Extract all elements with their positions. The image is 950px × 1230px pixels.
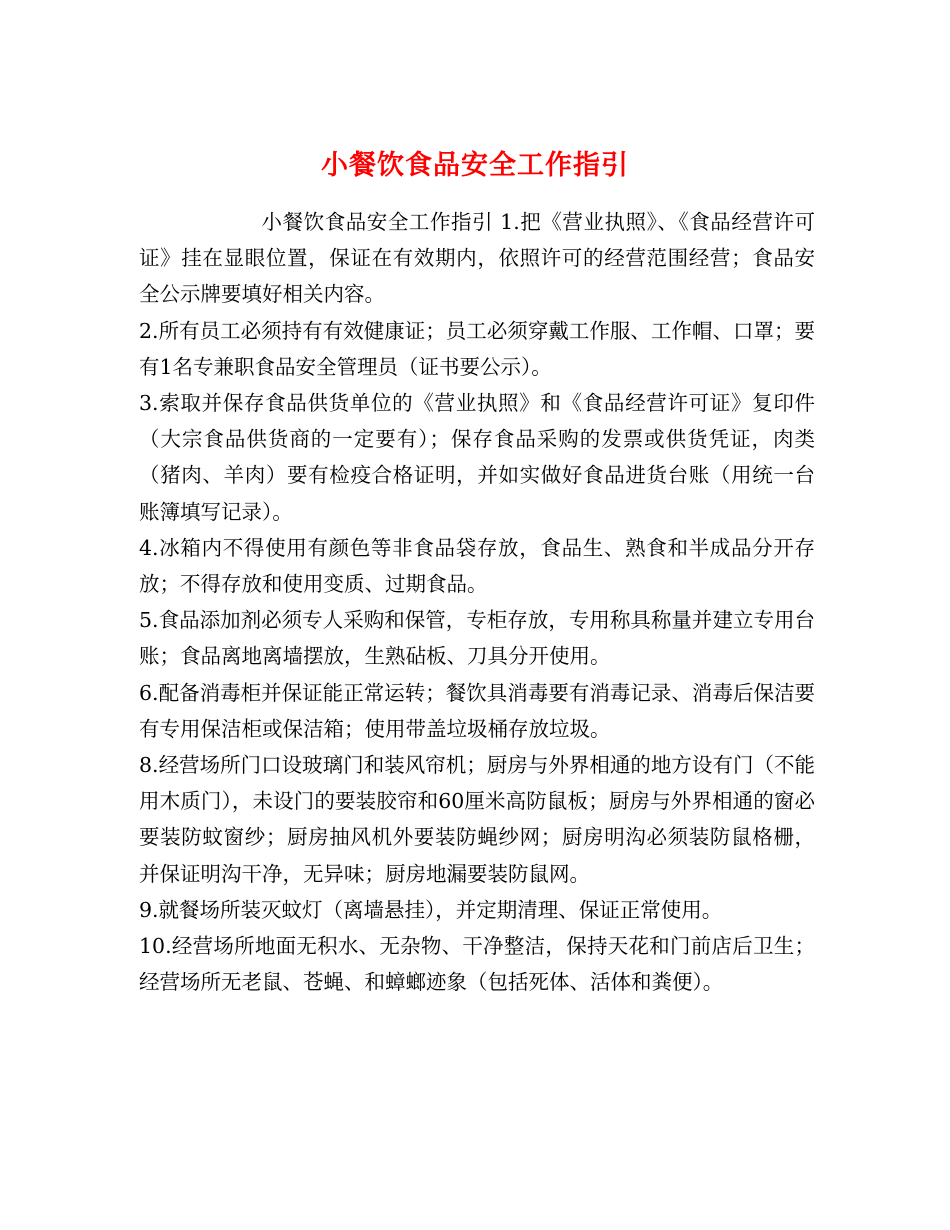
paragraph-4: 4.冰箱内不得使用有颜色等非食品袋存放，食品生、熟食和半成品分开存放；不得存放和使用变质、过期食品。	[139, 535, 815, 597]
paragraph-1-text: 小餐饮食品安全工作指引 1.把《营业执照》、《食品经营许可证》挂在显眼位置，保证在有效期内，依照许可的经营范围经营；食品安全公示牌要填好相关内容。	[139, 210, 815, 307]
paragraph-1	[139, 204, 815, 313]
paragraph-10: 10.经营场所地面无积水、无杂物、干净整洁，保持天花和门前店后卫生；经营场所无老鼠、苍蝇、和蟑螂迹象（包括死体、活体和粪便）。	[139, 934, 815, 995]
paragraph-8: 8.经营场所门口设玻璃门和装风帘机；厨房与外界相通的地方设有门（不能用木质门），未设门的要装胶帘和60厘米高防鼠板；厨房与外界相通的窗必要装防蚊窗纱；厨房抽风机外要装防蝇纱网；厨房明沟必须装防鼠格栅，并保证明沟干净，无异味；厨房地漏要装防鼠网。	[139, 753, 815, 886]
paragraph-9: 9.就餐场所装灭蚊灯（离墙悬挂），并定期清理、保证正常使用。	[139, 897, 723, 922]
paragraph-3: 3.索取并保存食品供货单位的《营业执照》和《食品经营许可证》复印件（大宗食品供货商的一定要有）；保存食品采购的发票或供货凭证，肉类（猪肉、羊肉）要有检疫合格证明，并如实做好食品进货台账（用统一台账簿填写记录）。	[139, 391, 815, 524]
paragraph-6: 6.配备消毒柜并保证能正常运转；餐饮具消毒要有消毒记录、消毒后保洁要有专用保洁柜或保洁箱；使用带盖垃圾桶存放垃圾。	[139, 680, 815, 741]
paragraph-5: 5.食品添加剂必须专人采购和保管，专柜存放，专用称具称量并建立专用台账；食品离地离墙摆放，生熟砧板、刀具分开使用。	[139, 608, 815, 669]
paragraph-2: 2.所有员工必须持有有效健康证；员工必须穿戴工作服、工作帽、口罩；要有1名专兼职食品安全管理员（证书要公示）。	[139, 318, 815, 379]
document-title: 小餐饮食品安全工作指引	[321, 150, 629, 182]
document-body	[139, 204, 815, 1000]
